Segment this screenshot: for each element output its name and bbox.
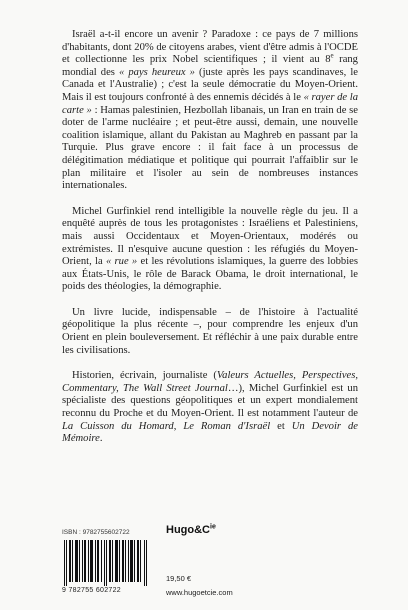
cover-footer [62, 518, 358, 598]
paragraph-summary: Un livre lucide, indispensable – de l'histoire à l'actualité géopolitique la plus récente –, pour comprendre les enjeux d'un Orient en plein bouleversement. Et réfléchir à une paix durable entre les civilisations. [62, 306, 358, 356]
publisher-website: www.hugoetcie.com [166, 588, 233, 597]
paragraph-author-bio: Historien, écrivain, journaliste (Valeurs Actuelles, Perspectives, Commentary, The Wall Street Journal…), Michel Gurfinkiel est un spécialiste des questions géopolitiques et un expert mondialement reconnu du Proche et du Moyen-Orient. Il est notamment l'auteur de La Cuisson du Homard, Le Roman d'Israël et Un Devoir de Mémoire. [62, 370, 359, 445]
paragraph-author-inquiry: Michel Gurfinkiel rend intelligible la nouvelle règle du jeu. Il a enquêté auprès de tous les protagonistes : Israéliens et Palestiniens, mais aussi Occidentaux et Moyen-Orientaux, modérés ou extrémistes. Il n'esquive aucune question : les réfugiés du Moyen-Orient, la « rue » et les révolutions islamiques, la guerre des lobbies aux États-Unis, le rôle de Barack Obama, le droit international, le poids des théologies, la démographie. [62, 205, 359, 293]
paragraph-intro: Israël a-t-il encore un avenir ? Paradoxe : ce pays de 7 millions d'habitants, dont 20% de citoyens arabes, vient d'être admis à l'OCDE et collectionne les prix Nobel scientifiques ; il vient au 8e rang mondial des « pays heureux » (juste après les pays scandinaves, le Canada et l'Australie) ; c'est la seule démocratie du Moyen-Orient. Mais il est toujours confronté à des ennemis décidés à le « rayer de la carte » : Hamas palestinien, Hezbollah libanais, un Iran en train de se doter de l'arme nucléaire ; et peut-être aussi, demain, une nouvelle coalition islamique, allant du Pakistan au Maghreb en passant par la Turquie. Plus grave encore : il fait face à un processus de délégitimation médiatique et politique qui pourrait l'affaiblir sur le plan militaire et l'isoler au sein de nombreuses instances internationales. [62, 29, 359, 192]
isbn-label: ISBN : 9782755602722 [62, 529, 130, 536]
publisher-logo: $Hugo\&C^{ie}$ [166, 523, 216, 536]
book-description [62, 29, 358, 459]
price: 19,50 € [166, 574, 192, 583]
barcode-number: 9 782755 602722 [62, 587, 121, 594]
barcode-icon [62, 540, 150, 586]
